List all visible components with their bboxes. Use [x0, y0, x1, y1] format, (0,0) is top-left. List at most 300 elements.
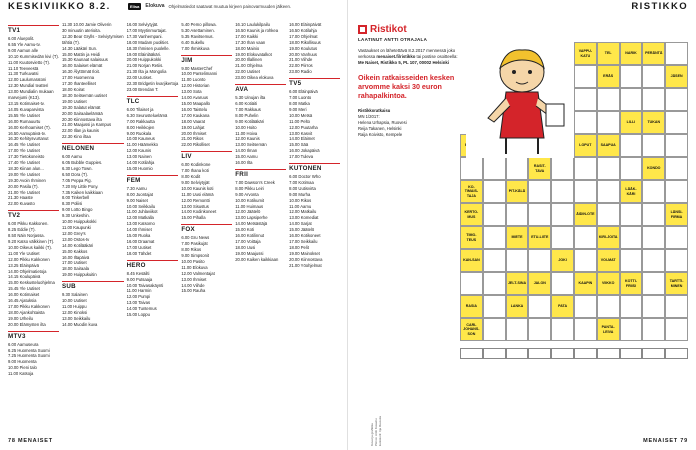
promo-strip	[128, 3, 291, 10]
program-listing: 14.00 Kodinkoneet	[181, 209, 217, 215]
clue-cell: KOTTI-FRIISI	[620, 272, 643, 295]
answer-cell[interactable]	[574, 111, 597, 134]
program-listing: 7.00 Luonto	[289, 95, 312, 101]
program-listing: 15.55 Yle Uutiset	[8, 112, 40, 118]
program-listing: 21.00 Yle Uutiset	[8, 189, 40, 195]
program-listing: 16.00 Iltapäivä	[61, 254, 90, 260]
program-listing: 10.00 Hoito	[235, 124, 257, 130]
answer-cell[interactable]	[665, 88, 688, 111]
program-listing: 6.40 Sukellu	[181, 39, 205, 45]
program-listing: 10.00 Kauneus	[126, 136, 155, 142]
answer-cell[interactable]	[574, 249, 597, 272]
program-listing: 23.00 Oikea elokuva	[235, 75, 274, 81]
program-listing: 6.00 Kotiäiti	[235, 100, 258, 106]
answer-cell[interactable]	[483, 249, 506, 272]
program-listing: 16.45 Ajatuksia	[8, 298, 37, 304]
answer-cell[interactable]	[551, 180, 574, 203]
clue-cell: LÄÄK-KÄRI	[620, 180, 643, 203]
program-listing: 21.00 Viihde	[289, 57, 313, 63]
answer-cell[interactable]	[642, 318, 665, 341]
program-listing: 13.00 Sota	[181, 89, 202, 95]
program-listing: 12.00 Laulumaratoni	[8, 77, 47, 83]
program-listing: 12.00 Jäätelö	[235, 209, 261, 215]
winner-name: Helena Urhapsia, Ruovesi	[358, 119, 407, 125]
program-listing: 21.00 Yöohjelmat	[289, 262, 322, 268]
program-listing: 11.00 Yle Uutiset	[8, 250, 40, 256]
program-listing: 18.00 Madam puolitiet.	[126, 39, 170, 45]
elisa-logo: Elisa	[130, 4, 140, 9]
program-listing: 6.00 Aluepolit.	[8, 36, 35, 41]
answer-cell[interactable]	[665, 295, 688, 318]
channel-header: TV2	[8, 210, 59, 220]
program-listing: 6.00 Pikku Kakkonen.	[8, 221, 49, 227]
answer-cell[interactable]	[528, 180, 551, 203]
program-listing: 10.00 Pieni talo	[8, 365, 37, 371]
answer-cell[interactable]	[597, 111, 620, 134]
program-listing: 19.30 Avoin Ihminen	[8, 177, 46, 183]
program-listing: 11.00 Huippu	[61, 303, 87, 309]
answer-cell[interactable]	[665, 226, 688, 249]
program-listing: 14.00 Muodin kuva	[61, 321, 98, 327]
ristikot-info	[358, 24, 458, 137]
ristikot-instructions	[358, 48, 458, 65]
winners-box	[358, 108, 458, 137]
channel-header: NELONEN	[62, 143, 124, 153]
program-listing: 13.00 Seitsemän	[235, 142, 267, 148]
clue-cell: KIRI-JOITA	[597, 226, 620, 249]
program-listing: 14.15 Koulupäivä	[8, 274, 41, 280]
program-listing: 16.50 Kotilahja	[289, 27, 317, 33]
program-listing: 12.00 Valmentajat	[181, 270, 215, 276]
program-listing: 13.00 Nainen	[126, 154, 152, 160]
answer-cell[interactable]	[597, 88, 620, 111]
channel-header: FEM	[127, 175, 179, 185]
answer-cell[interactable]	[506, 318, 529, 341]
program-listing: 8.00 Heikkojen	[126, 124, 155, 130]
program-listing: 7.00 Pasikujät	[181, 241, 208, 247]
answer-cell[interactable]	[483, 180, 506, 203]
credit-line: Piirros: Antti Kosamo	[374, 418, 378, 446]
clue-cell: TEL	[597, 42, 620, 65]
program-listing: 7.00 Rakkautta	[126, 118, 155, 124]
program-listing: 19.00 Lahjat	[181, 124, 205, 130]
program-listing: 14.00 Metsästäjä	[235, 221, 268, 227]
channel-header: TLC	[127, 96, 179, 106]
answer-cell[interactable]	[620, 134, 643, 157]
channel-header: FRII	[235, 169, 286, 179]
answer-cell[interactable]	[574, 226, 597, 249]
listing-column	[235, 22, 286, 426]
program-listing: 16.30 Älyttömät Iloit.	[61, 69, 100, 75]
program-listing: 16.00 Kotilinnut	[235, 233, 265, 239]
answer-cell[interactable]	[642, 88, 665, 111]
answer-cell[interactable]	[460, 272, 483, 295]
program-listing: 15.00 Sää	[289, 142, 309, 148]
cartoon-illustration	[466, 42, 574, 158]
credit-line: Eväskorit: Irja Rauvola	[378, 415, 382, 446]
program-listing: 8.00 Uutisvirta	[289, 185, 316, 191]
clue-cell: PATA	[551, 295, 574, 318]
program-listing: 16.00 Kotimaiset	[8, 292, 40, 298]
clue-cell: ERÄS	[597, 65, 620, 88]
clue-cell: JELT-SINA	[506, 272, 529, 295]
program-listing: 10.00 Metsä	[289, 112, 313, 118]
page-number-right: MENAISET 79	[643, 438, 688, 444]
program-listing: 6.55 Yle Aamu-tv.	[8, 41, 41, 47]
program-listing: 9.00 Lotto Bingo	[61, 207, 93, 213]
answer-cell[interactable]	[665, 180, 688, 203]
clue-cell: PERÄNTÄ	[642, 42, 665, 65]
program-listing: 18.00 Pelit	[289, 244, 309, 250]
answer-cell[interactable]	[460, 157, 483, 180]
program-listing: 8.00 Rikos	[181, 247, 202, 253]
program-listing: 9.00 Huomenta	[8, 359, 37, 365]
clue-cell: MIETE	[506, 226, 529, 249]
clue-cell: PANTA-LEIVA	[597, 318, 620, 341]
program-listing: 11.30 Turkuvatsi	[8, 71, 39, 77]
program-listing: 6.05 Bubble Guppies.	[61, 160, 103, 166]
program-listing: 6.30 Seurusteluelämä	[126, 112, 168, 118]
program-listing: 14.00 Ohjelmatietoja	[8, 268, 47, 274]
answer-cell[interactable]	[665, 157, 688, 180]
answer-cell[interactable]	[597, 180, 620, 203]
solution-cell[interactable]	[460, 348, 483, 359]
clue-cell: ETU-LIITE	[528, 226, 551, 249]
answer-cell[interactable]	[574, 180, 597, 203]
program-listing: 10.10 Kummisedän kivi (T).	[8, 53, 59, 59]
program-listing: 22.00 Uutiset.	[126, 75, 153, 81]
clue-cell: NARIK	[620, 42, 643, 65]
program-listing: 11.00 Elokuva	[181, 264, 208, 270]
page-header	[8, 0, 340, 14]
answer-cell[interactable]	[620, 318, 643, 341]
program-listing: 12.00 Grey's	[61, 230, 86, 236]
program-listing: 12.00 Puutarha	[289, 124, 318, 130]
clue-cell: KO-TIMAIS-TAJA	[460, 180, 483, 203]
channel-header: MTV3	[8, 331, 59, 341]
answer-cell[interactable]	[551, 157, 574, 180]
solution-cell[interactable]	[483, 348, 506, 359]
program-listing: 12.00 Pikku Kakkonen	[8, 256, 50, 262]
answer-cell[interactable]	[642, 272, 665, 295]
program-listing: 18.00 Sairaala	[61, 266, 89, 272]
program-listing: 5.35 Ravitsemus.	[181, 33, 214, 39]
answer-cell[interactable]	[620, 88, 643, 111]
program-listing: 10.00 Seikkailu	[126, 203, 156, 209]
answer-cell[interactable]	[483, 226, 506, 249]
clue-cell: SAAPUA	[597, 134, 620, 157]
answer-cell[interactable]	[665, 249, 688, 272]
program-listing: 13.00 Ostos-tv	[61, 236, 90, 242]
program-listing: 11.10 Teeveestä	[8, 65, 39, 71]
program-listing: 17.00 Uutiset	[61, 260, 87, 266]
program-listing: 13.00 Kasvit	[289, 130, 313, 136]
solution-cell[interactable]	[620, 348, 643, 359]
program-listing: 6.00 Doctor Who	[289, 174, 321, 180]
program-listing: 16.00 Taistelu	[181, 106, 208, 112]
clue-cell: JALON	[528, 272, 551, 295]
program-listing: 7.35 Kaiken kaikkiaan	[61, 189, 103, 195]
answer-cell[interactable]	[642, 295, 665, 318]
answer-cell[interactable]	[483, 272, 506, 295]
solution-cell[interactable]	[528, 348, 551, 359]
program-listing: 12.00 Kaunis	[235, 136, 260, 142]
program-listing: 20.00 Pasila (T).	[8, 183, 39, 189]
program-listing: 17.00 Huomenna	[61, 75, 95, 81]
program-listing: 9.00 Kotilääkäri	[235, 118, 265, 124]
solution-cell[interactable]	[551, 348, 574, 359]
program-listing: 15.00 Huomio	[126, 165, 153, 171]
solution-cell[interactable]	[642, 348, 665, 359]
program-listing: 12.00 Matkailu	[289, 209, 317, 215]
program-listing: 22.00 Kuvasto	[8, 201, 35, 207]
program-listing: 8.00 Tinkerbell	[61, 195, 90, 201]
program-listing: 13.00 Sisustus	[181, 203, 209, 209]
program-listing: 7.25 Huomenta Suomi	[8, 353, 50, 359]
answer-cell[interactable]	[665, 134, 688, 157]
program-listing: 11.00 Aamu	[289, 203, 312, 209]
instructions-part-2: tai postise osoitteella:	[416, 53, 458, 59]
answer-cell[interactable]	[665, 42, 688, 65]
channel-header: JIM	[181, 55, 232, 65]
program-listing: 6.30 Lego Town.	[61, 165, 93, 171]
program-listing: 17.00 Tuleva	[289, 154, 314, 160]
program-listing: 17.40 Yle Uutiset	[8, 160, 40, 166]
answer-cell[interactable]	[528, 318, 551, 341]
answer-cell[interactable]	[483, 318, 506, 341]
program-listing: 18.00 Uusi	[235, 244, 256, 250]
solution-cell[interactable]	[574, 348, 597, 359]
answer-cell[interactable]	[620, 157, 643, 180]
program-listing: 17.30 Tietokoneisto	[8, 154, 45, 160]
program-listing: 12.00 Remontti	[181, 197, 210, 203]
program-listing: 8.00 Puhelin	[235, 112, 259, 118]
program-listing: 15.45 Yle Uutiset	[8, 286, 40, 292]
program-listing: 15.00 Pihalla	[181, 215, 206, 221]
crossword-page	[348, 0, 696, 450]
answer-cell[interactable]	[620, 226, 643, 249]
program-listing: 15.00 Ruoka	[126, 233, 151, 239]
answer-cell[interactable]	[551, 318, 574, 341]
listing-column	[62, 22, 124, 426]
elokuva-logo: Elokuva	[145, 3, 165, 9]
program-listing: 12.00 Pumpi	[126, 294, 151, 300]
solution-cell[interactable]	[665, 348, 688, 359]
program-listing: 18.30 Seitsemän uutiset	[61, 92, 107, 98]
solution-cell[interactable]	[506, 348, 529, 359]
answer-cell[interactable]	[506, 203, 529, 226]
program-listing: 8.30 Poliisi	[61, 201, 83, 207]
program-listing: 14.00 Viihde	[181, 282, 205, 288]
program-listing: 15.00 Maapallo	[181, 100, 210, 106]
program-listing: 19.00 Elokuvatalkot	[235, 51, 272, 57]
page-title: RISTIKKO	[631, 1, 688, 12]
program-listing: 16.10 Laulukilpailu	[235, 22, 270, 27]
answer-cell[interactable]	[642, 249, 665, 272]
channel-header: TV5	[289, 78, 340, 88]
program-listing: 20.00 Illallinen	[235, 57, 262, 63]
credit-line: Kuvat ja grafiikka	[370, 423, 374, 446]
answer-cell[interactable]	[620, 203, 643, 226]
program-listing: 14.00 Ilman	[235, 148, 258, 154]
program-listing: 13.25 Eläinpäivä	[8, 262, 39, 268]
program-listing: 11.00 Harmin	[126, 288, 152, 294]
clue-cell: CARL JOHANS-SON	[460, 318, 483, 341]
program-listing: 9.00 MasterChef	[181, 65, 213, 71]
program-listing: 17.00 Pikku Kakkonen	[8, 303, 50, 309]
program-listing: 6.00 Eläinpäivä	[289, 89, 318, 95]
program-listing: 19.00 Uutiset	[61, 98, 87, 104]
program-listing: 17.00 Kaikki	[235, 33, 259, 39]
program-listing: 7.00 Kotimaa	[289, 179, 314, 185]
program-listing: 20.00 Huippukokki	[126, 57, 162, 63]
answer-cell[interactable]	[597, 203, 620, 226]
program-listing: 16.00 Ilta	[235, 160, 253, 166]
program-listing: 21.30 Haaste	[8, 195, 33, 201]
program-listing: marvejumi (K13).	[8, 95, 40, 101]
program-listing: 16.00 Draamat	[126, 239, 155, 244]
answer-cell[interactable]	[551, 203, 574, 226]
program-listing: 17.00 Yle Uutiset	[8, 148, 40, 154]
program-listing: 12.00 Matkalla	[126, 215, 154, 221]
program-listing: 14.00 Kotilääkäri	[61, 242, 94, 248]
program-listing: 17.00 Ohjelmat	[289, 33, 318, 39]
listing-column	[181, 22, 232, 426]
program-listing: 20.00 Vanhuus	[289, 51, 317, 57]
answer-cell[interactable]	[642, 226, 665, 249]
program-listing: 23.00 Brendan T.	[126, 86, 159, 92]
program-listing: 18.00 Ajankohtaista	[8, 309, 45, 315]
program-listing: 7.00 Dawson's Creek	[235, 179, 275, 185]
program-listing: 11.00 Huimaus	[235, 203, 264, 209]
answer-cell[interactable]	[620, 65, 643, 88]
listing-columns	[8, 22, 340, 426]
program-listing: 14.00 Tuntemus	[126, 306, 157, 312]
clue-cell: VOI-MAT	[597, 249, 620, 272]
program-listing: 19.00 Koulutus	[289, 45, 318, 51]
program-listing: 17.00 Seikkailu	[289, 239, 318, 244]
program-listing: 11.00 Häämekko	[126, 142, 158, 148]
program-listing: 5.30 Uinujan ilta	[235, 95, 266, 101]
program-listing: 21.00 Maajussi ja Kampus	[61, 122, 112, 128]
program-listing: 6.25 Huomenta Suomi	[8, 347, 50, 353]
answer-cell[interactable]	[506, 157, 529, 180]
channel-header: SUB	[62, 281, 124, 291]
answer-cell[interactable]	[574, 65, 597, 88]
program-listing: 16.45 Yle Uutiset	[8, 142, 40, 148]
solution-cell[interactable]	[597, 348, 620, 359]
answer-cell[interactable]	[620, 295, 643, 318]
answer-cell[interactable]	[574, 295, 597, 318]
answer-cell[interactable]	[642, 65, 665, 88]
clue-cell: VAPPU-KATU	[574, 42, 597, 65]
answer-cell[interactable]	[597, 295, 620, 318]
program-listing: 11.00 Juhlaviikot	[126, 209, 158, 215]
answer-cell[interactable]	[642, 203, 665, 226]
program-listing: 14.30 Lääkäri Sun.	[61, 45, 98, 51]
listing-column	[8, 22, 59, 426]
program-listing: 16.00 Kerhoamiset (T).	[8, 124, 51, 130]
answer-cell[interactable]	[483, 203, 506, 226]
program-listing: 7.00 Rakkaus	[235, 106, 261, 112]
listing-column	[127, 22, 179, 426]
program-listing: 9.00 Putsaaja	[126, 276, 153, 282]
answer-cell[interactable]	[642, 180, 665, 203]
clue-cell: RASIT-TAVA	[528, 157, 551, 180]
instructions-link: menaiset.fi/ristikko	[376, 53, 416, 59]
program-listing: 8.50 Näin Norjassa.	[8, 233, 45, 239]
answer-cell[interactable]	[665, 318, 688, 341]
answer-cell[interactable]	[574, 88, 597, 111]
answer-cell[interactable]	[665, 111, 688, 134]
program-listing: 8.00 Matka	[289, 100, 310, 106]
answer-cell[interactable]	[597, 157, 620, 180]
program-listing: 8.45 Kesäilti	[126, 270, 150, 276]
program-listing: 18.30 Ihmisen puolelle.	[126, 45, 170, 51]
answer-cell[interactable]	[528, 203, 551, 226]
answer-cell[interactable]	[574, 318, 597, 341]
program-listing: 6.00 Kodinkone	[181, 162, 211, 168]
program-listing: 18.00 Vaarat	[181, 118, 205, 124]
program-listing: 13.00 Seikkailu	[61, 315, 91, 321]
program-listing: 10.00 Kotikumit	[235, 197, 265, 203]
instructions-part-1: Vastaukset on lähetettävä 8.2.2017 mennessä joko verkossa	[358, 48, 456, 59]
listing-column	[289, 22, 340, 426]
winners-title: Ristikkoratkaisu	[358, 108, 391, 114]
program-listing: 12.00 Kaunis	[126, 148, 152, 154]
program-listing: 12.00 Historian	[181, 83, 210, 89]
program-listing: 7.20 My Little Pony.	[61, 183, 99, 189]
program-listing: 15.00 Aamu	[235, 154, 258, 160]
program-listing: 11.00 Hoiva	[235, 130, 258, 136]
clue-cell: KERTO-MUS	[460, 203, 483, 226]
answer-cell[interactable]	[483, 157, 506, 180]
ristikot-mark-icon	[358, 25, 367, 34]
answer-cell[interactable]	[574, 157, 597, 180]
program-listing: 14.00 Ihmiset	[126, 227, 152, 233]
program-listing: 21.00 Norjan Retiis.	[126, 63, 164, 69]
program-listing: 18.30 Kiinan alun...	[8, 165, 44, 171]
answer-cell[interactable]	[551, 272, 574, 295]
answer-cell[interactable]	[551, 226, 574, 249]
ristikot-author: LAATINUT ANTTI OTRAJALA	[358, 37, 428, 42]
program-listing: 18.00 Koirat	[61, 86, 85, 92]
program-listing: 16.00 Kotikoneet	[289, 233, 321, 239]
program-listing: 14.00 Avaruus	[181, 95, 209, 101]
channel-header: FOX	[181, 224, 232, 234]
day-title: KESKIVIIKKO 8.2.	[8, 1, 111, 12]
program-listing: 20.00 Elämysten ilta	[8, 321, 46, 327]
program-listing: 11.00 Kuutosvietto (T).	[8, 59, 51, 65]
program-listing: 13.00 Taivas	[126, 300, 151, 306]
program-listing: 19.00 Urheilu	[8, 315, 33, 321]
program-listing: 18.00 Mainio	[235, 45, 260, 51]
answer-cell[interactable]	[642, 134, 665, 157]
answer-cell[interactable]	[483, 295, 506, 318]
answer-cell[interactable]	[528, 295, 551, 318]
program-listing: 17.30 Vanhempani.	[126, 33, 163, 39]
side-credits	[370, 376, 382, 446]
program-listing: 20.00 Sairaalaelämää	[61, 110, 103, 116]
program-listing: 19.00 Yle Uutiset	[8, 171, 40, 177]
answer-cell[interactable]	[528, 249, 551, 272]
answer-cell[interactable]	[620, 249, 643, 272]
program-listing: 9.00 Naiset	[126, 197, 148, 203]
program-listing: 6.00 Gru News	[181, 235, 210, 241]
program-listing: 6.00 Aamu	[61, 154, 82, 160]
program-listing: 9.30 Salainen	[61, 292, 88, 298]
answer-cell[interactable]	[506, 249, 529, 272]
